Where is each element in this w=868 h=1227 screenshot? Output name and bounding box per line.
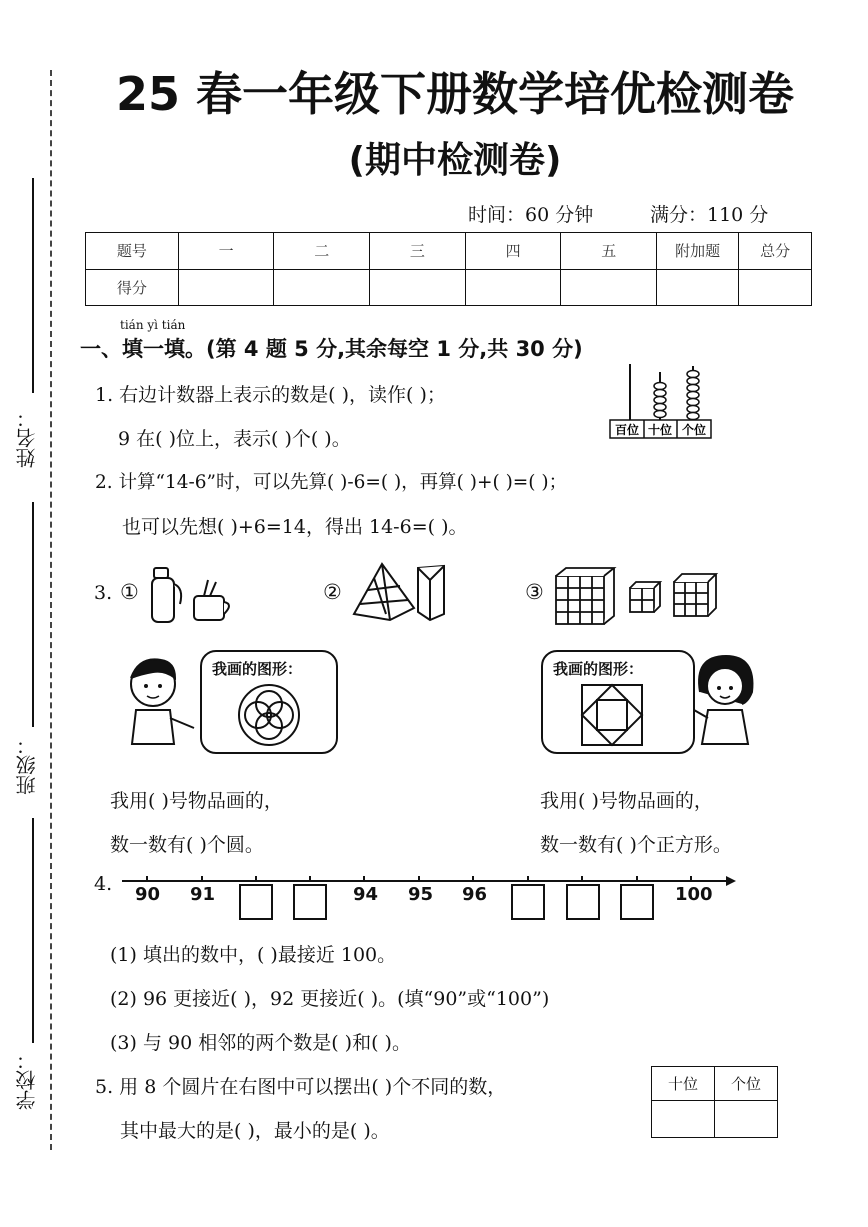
score-header-cell: 二	[274, 233, 370, 270]
score-input-cell[interactable]	[657, 269, 739, 306]
class-label: 班级：	[15, 735, 39, 795]
place-value-header-ones: 个位	[715, 1067, 778, 1101]
overlapping-circles-icon	[236, 682, 302, 748]
score-row-label: 得分	[86, 269, 179, 306]
q3-item1-number: ①	[120, 580, 139, 604]
q3-right-line1: 我用( )号物品画的，	[540, 790, 713, 812]
school-write-line	[32, 818, 34, 1043]
bottle-and-cup-icon	[148, 562, 238, 626]
number-label-90: 90	[135, 884, 161, 905]
q3-left-line2: 数一数有( )个圆。	[110, 834, 264, 856]
score-header-cell: 一	[178, 233, 274, 270]
abacus-label-hundreds: 百位	[614, 423, 640, 437]
score-header-cell: 三	[370, 233, 466, 270]
score-header-cell: 总分	[739, 233, 812, 270]
score-input-cell[interactable]	[739, 269, 812, 306]
q1-line2: 9 在( )位上，表示( )个( )。	[118, 428, 351, 450]
bubble-title: 我画的图形：	[212, 660, 303, 678]
q3-item2-number: ②	[323, 580, 342, 604]
score-header-cell: 题号	[86, 233, 179, 270]
answer-box-99[interactable]	[620, 884, 654, 920]
name-label: 姓名：	[15, 408, 39, 468]
number-label-95: 95	[408, 884, 434, 905]
section-heading: 一、填一填。(第 4 题 5 分,其余每空 1 分,共 30 分)	[80, 337, 583, 361]
answer-box-97[interactable]	[511, 884, 545, 920]
score-input-cell[interactable]	[561, 269, 657, 306]
score-table	[85, 232, 812, 306]
number-label-96: 96	[462, 884, 488, 905]
q4-sub1: (1) 填出的数中，( )最接近 100。	[110, 944, 397, 966]
q1-line1: 1. 右边计数器上表示的数是( )，读作( )；	[95, 384, 446, 406]
number-label-94: 94	[353, 884, 379, 905]
q3-right-line2: 数一数有( )个正方形。	[540, 834, 732, 856]
q3-item3-number: ③	[525, 580, 544, 604]
school-label: 学校：	[15, 1050, 39, 1110]
score-input-cell[interactable]	[370, 269, 466, 306]
full-score-info: 满分：110 分	[650, 204, 769, 226]
place-value-table	[651, 1066, 778, 1138]
q2-line1: 2. 计算“14-6”时，可以先算( )-6=( )，再算( )+( )=( )；	[95, 472, 568, 493]
q3-prefix: 3.	[94, 582, 113, 604]
q4-sub2: (2) 96 更接近( )，92 更接近( )。(填“90”或“100”)	[110, 988, 550, 1010]
binding-dashed-line	[50, 70, 52, 1150]
score-input-cell[interactable]	[274, 269, 370, 306]
q4-sub3: (3) 与 90 相邻的两个数是( )和( )。	[110, 1032, 411, 1054]
score-input-cell[interactable]	[465, 269, 561, 306]
place-value-cell-tens[interactable]	[652, 1101, 715, 1138]
abacus-icon	[608, 362, 713, 440]
answer-box-92[interactable]	[239, 884, 273, 920]
number-label-100: 100	[675, 884, 713, 905]
girl-character-icon	[690, 652, 760, 752]
score-header-cell: 四	[465, 233, 561, 270]
number-label-91: 91	[190, 884, 216, 905]
score-input-cell[interactable]	[178, 269, 274, 306]
class-write-line	[32, 502, 34, 727]
score-header-cell: 附加题	[657, 233, 739, 270]
place-value-cell-ones[interactable]	[715, 1101, 778, 1138]
pyramid-and-prism-icon	[350, 560, 450, 624]
q4-prefix: 4.	[94, 873, 113, 895]
speech-bubble-right	[541, 650, 695, 754]
speech-bubble-left	[200, 650, 338, 754]
page-title: 25 春一年级下册数学培优检测卷	[115, 67, 795, 121]
cube-blocks-icon	[552, 564, 722, 628]
section-pinyin: tián yì tián	[120, 318, 186, 332]
page-subtitle: (期中检测卷)	[348, 140, 562, 181]
abacus-label-tens: 十位	[647, 423, 673, 437]
name-write-line	[32, 178, 34, 393]
time-info: 时间：60 分钟	[468, 204, 594, 226]
answer-box-98[interactable]	[566, 884, 600, 920]
q3-left-line1: 我用( )号物品画的，	[110, 790, 283, 812]
q5-line2: 其中最大的是( )，最小的是( )。	[120, 1120, 390, 1142]
q2-line2: 也可以先想( )+6=14，得出 14-6=( )。	[122, 516, 468, 538]
bubble-title: 我画的图形：	[553, 660, 644, 678]
boy-character-icon	[118, 652, 198, 752]
score-header-cell: 五	[561, 233, 657, 270]
q5-line1: 5. 用 8 个圆片在右图中可以摆出( )个不同的数，	[95, 1076, 507, 1098]
place-value-header-tens: 十位	[652, 1067, 715, 1101]
abacus-label-ones: 个位	[681, 423, 707, 437]
answer-box-93[interactable]	[293, 884, 327, 920]
nested-squares-icon	[579, 682, 645, 748]
